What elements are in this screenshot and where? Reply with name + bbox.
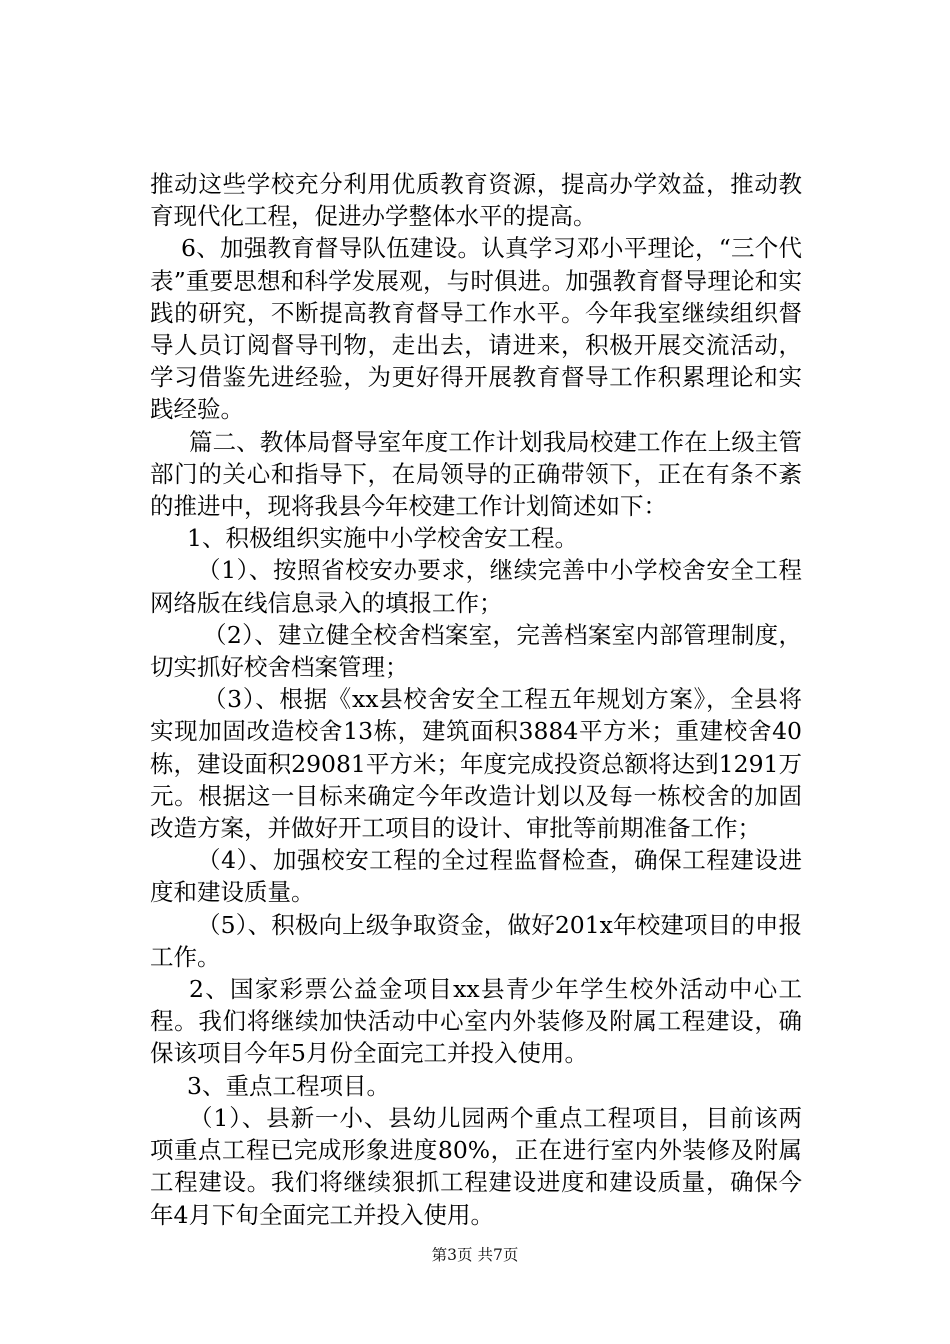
paragraph-subitem-4: （4）、加强校安工程的全过程监督检查，确保工程建设进度和建设质量。 bbox=[150, 846, 802, 907]
paragraph-item-3-subitem-1: （1）、县新一小、县幼儿园两个重点工程项目，目前该两项重点工程已完成形象进度80%，正在进行室内外装修及附属工程建设。我们将继续狠抓工程建设进度和建设质量，确保今年4月下旬全面完工并投入使用。 bbox=[150, 1103, 802, 1229]
paragraph-subitem-3: （3）、根据《xx县校舍安全工程五年规划方案》，全县将实现加固改造校舍13栋，建筑面积3884平方米；重建校舍40栋，建设面积29081平方米；年度完成投资总额将达到1291万元。根据这一目标来确定今年改造计划以及每一栋校舍的加固改造方案，并做好开工项目的设计、审批等前期准备工作； bbox=[150, 685, 802, 843]
paragraph-item-3: 3、重点工程项目。 bbox=[187, 1071, 390, 1100]
paragraph-continuation: 推动这些学校充分利用优质教育资源，提高办学效益，推动教育现代化工程，促进办学整体水平的提高。 bbox=[150, 170, 802, 231]
paragraph-subitem-2: （2）、建立健全校舍档案室，完善档案室内部管理制度，切实抓好校舍档案管理； bbox=[150, 620, 802, 682]
paragraph-item-2: 2、国家彩票公益金项目xx县青少年学生校外活动中心工程。我们将继续加快活动中心室内外装修及附属工程建设，确保该项目今年5月份全面完工并投入使用。 bbox=[150, 975, 802, 1068]
page-footer bbox=[0, 1245, 950, 1265]
paragraph-item-1: 1、积极组织实施中小学校舍安工程。 bbox=[187, 524, 578, 553]
page-indicator: 第3页 共7页 bbox=[431, 1246, 519, 1264]
paragraph-subitem-1: （1）、按照省校安办要求，继续完善中小学校舍安全工程网络版在线信息录入的填报工作； bbox=[150, 556, 802, 617]
paragraph-section-two: 篇二、教体局督导室年度工作计划我局校建工作在上级主管部门的关心和指导下，在局领导的正确带领下，正在有条不紊的推进中，现将我县今年校建工作计划简述如下： bbox=[150, 427, 802, 521]
document-body bbox=[150, 168, 802, 1231]
paragraph-item-6: 6、加强教育督导队伍建设。认真学习邓小平理论，“三个代表”重要思想和科学发展观，与时俱进。加强教育督导理论和实践的研究，不断提高教育督导工作水平。今年我室继续组织督导人员订阅督导刊物，走出去，请进来，积极开展交流活动，学习借鉴先进经验，为更好得开展教育督导工作积累理论和实践经验。 bbox=[150, 234, 802, 424]
paragraph-subitem-5: （5）、积极向上级争取资金，做好201x年校建项目的申报工作。 bbox=[150, 910, 802, 971]
